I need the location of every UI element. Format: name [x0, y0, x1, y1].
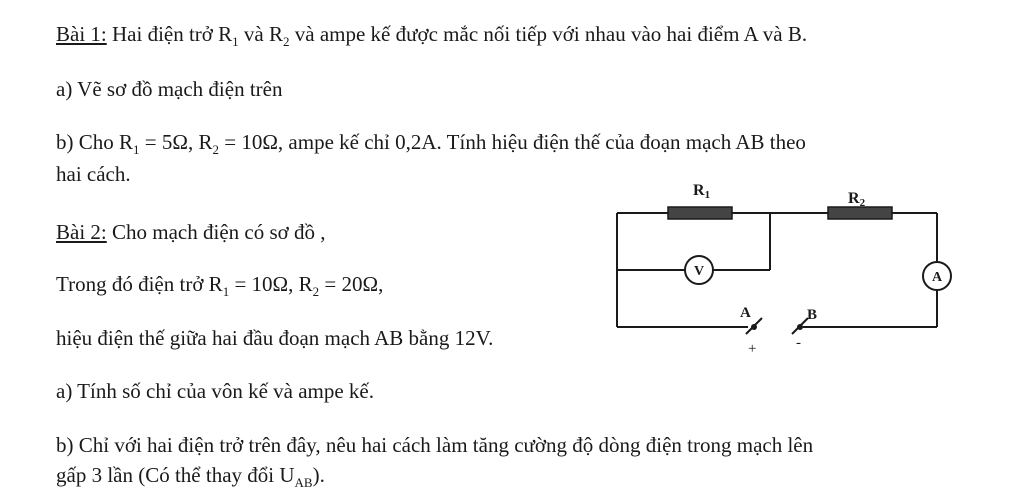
problem-1-part-a: a) Vẽ sơ đồ mạch điện trên — [56, 77, 283, 101]
problem-2-voltage-line: hiệu điện thế giữa hai đầu đoạn mạch AB bằng 12V. — [56, 326, 494, 350]
ammeter-label: A — [931, 270, 943, 285]
terminal-b-dot — [797, 324, 803, 330]
r2-label: R2 — [848, 190, 866, 209]
problem-2-heading: Bài 2: — [56, 220, 107, 244]
plus-sign: + — [748, 341, 757, 357]
problem-1-title-line: Bài 1: Hai điện trở $R_1$ và $R_2$ và ampe kế được mắc nối tiếp với nhau vào hai điểm A và B. — [56, 22, 808, 50]
terminal-a-label: A — [740, 305, 751, 321]
problem-2-part-b-continued: gấp 3 lần (Có thể thay đổi $U_{AB}$). — [56, 463, 325, 491]
minus-sign: - — [796, 335, 801, 351]
problem-2-resistors-line: Trong đó điện trở $R_1 = 10\Omega$, $R_2 = 20\Omega$, — [56, 272, 384, 300]
problem-2-part-a: a) Tính số chỉ của vôn kế và ampe kế. — [56, 379, 375, 403]
voltmeter-label: V — [693, 264, 705, 279]
circuit-diagram — [600, 170, 980, 360]
problem-2-title-line: Bài 2: Cho mạch điện có sơ đồ , — [56, 220, 326, 244]
terminal-a-dot — [751, 324, 757, 330]
problem-2-part-b: b) Chỉ với hai điện trở trên đây, nêu hai cách làm tăng cường độ dòng điện trong mạch lên — [56, 433, 814, 457]
problem-1-part-b-continued: hai cách. — [56, 162, 131, 186]
problem-1-heading: Bài 1: — [56, 22, 107, 46]
resistor-r1 — [668, 207, 732, 219]
problem-1-part-b: b) Cho $R_1 = 5\Omega$, $R_2 = 10\Omega$, ampe kế chỉ 0,2A. Tính hiệu điện thế của đoạn mạch AB theo — [56, 130, 806, 158]
terminal-b-label: B — [807, 307, 818, 323]
r1-label: R1 — [693, 182, 711, 201]
